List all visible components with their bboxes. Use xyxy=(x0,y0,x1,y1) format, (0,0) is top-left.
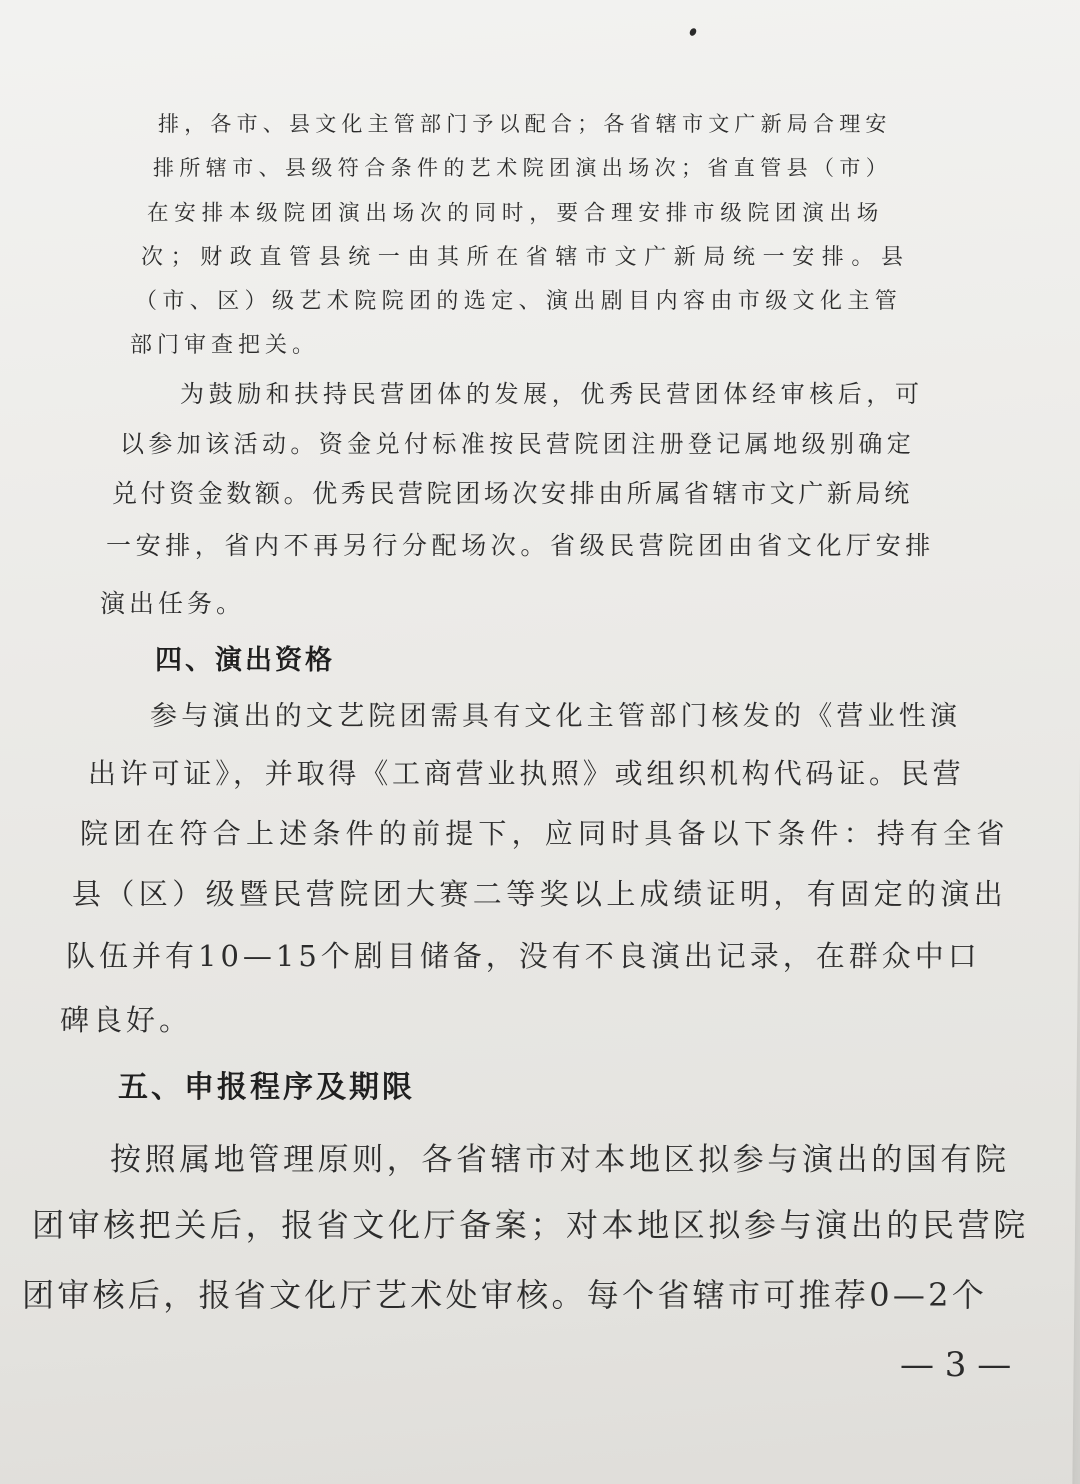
text-line: 以参加该活动。资金兑付标准按民营院团注册登记属地级别确定 xyxy=(120,430,916,458)
text-line: 出许可证》，并取得《工商营业执照》或组织机构代码证。民营 xyxy=(88,757,965,790)
text-line: 兑付资金数额。优秀民营院团场次安排由所属省辖市文广新局统 xyxy=(112,479,913,508)
page-number: — 3 — xyxy=(900,1345,1012,1385)
text-line: 为鼓励和扶持民营团体的发展，优秀民营团体经审核后，可 xyxy=(180,380,924,408)
section-heading-qualification: 四、演出资格 xyxy=(155,645,335,676)
section-heading-procedure: 五、申报程序及期限 xyxy=(118,1070,415,1105)
text-line: 团审核后，报省文化厅艺术处审核。每个省辖市可推荐0—2个 xyxy=(22,1276,988,1314)
text-line: 队伍并有10—15个剧目储备，没有不良演出记录，在群众中口 xyxy=(66,939,981,973)
text-line: 排所辖市、县级符合条件的艺术院团演出场次；省直管县（市） xyxy=(153,156,893,180)
text-line: 演出任务。 xyxy=(100,589,246,618)
text-line: 在安排本级院团演出场次的同时，要合理安排市级院团演出场 xyxy=(147,201,885,226)
text-line: 一安排，省内不再另行分配场次。省级民营院团由省文化厅安排 xyxy=(106,531,935,560)
text-line: 县（区）级暨民营院团大赛二等奖以上成绩证明，有固定的演出 xyxy=(72,877,1008,911)
text-line: 院团在符合上述条件的前提下，应同时具备以下条件：持有全省 xyxy=(80,817,1010,850)
text-line: 次；财政直管县统一由其所在省辖市文广新局统一安排。县 xyxy=(141,245,911,270)
text-line: 碑良好。 xyxy=(60,1003,193,1037)
text-line: 参与演出的文艺院团需具有文化主管部门核发的《营业性演 xyxy=(150,701,962,732)
text-line: 按照属地管理原则，各省辖市对本地区拟参与演出的国有院 xyxy=(110,1142,1010,1178)
text-line: 团审核把关后，报省文化厅备案；对本地区拟参与演出的民营院 xyxy=(32,1206,1029,1244)
text-line: 排，各市、县文化主管部门予以配合；各省辖市文广新局合理安 xyxy=(158,112,892,136)
text-line: （市、区）级艺术院院团的选定、演出剧目内容由市级文化主管 xyxy=(135,289,903,314)
text-line: 部门审查把关。 xyxy=(130,333,320,358)
